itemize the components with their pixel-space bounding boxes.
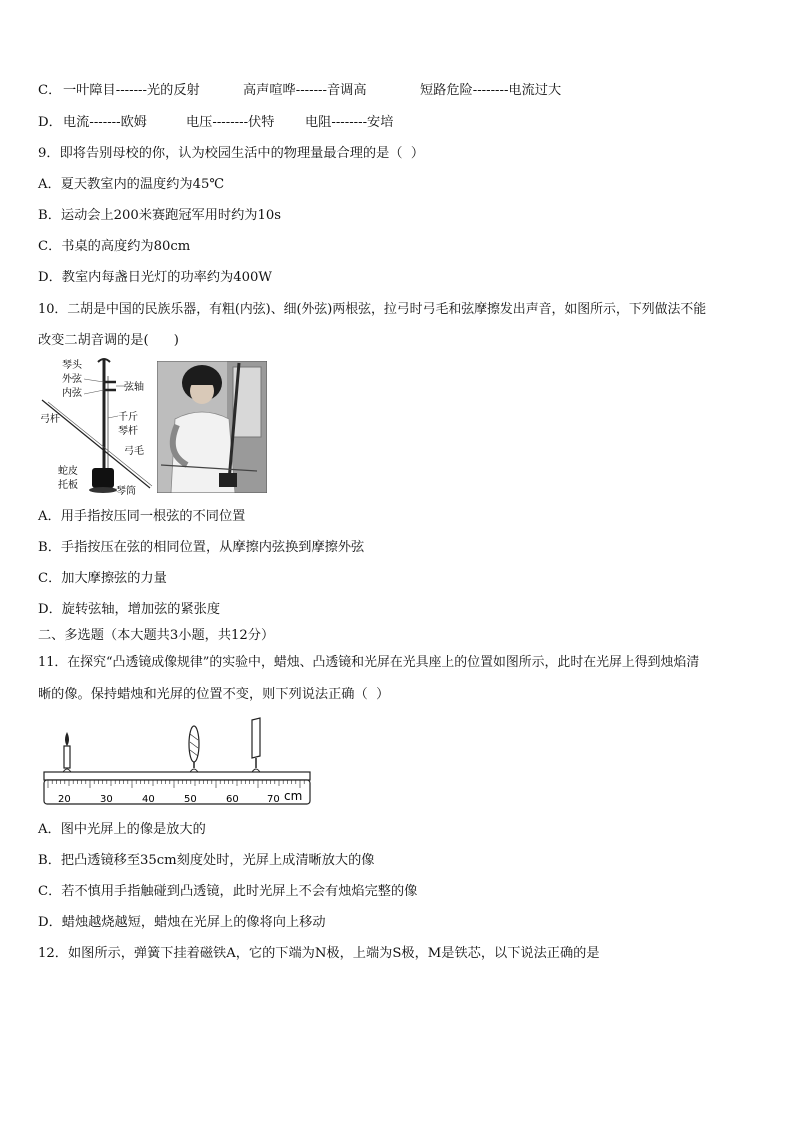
q9-option-a: A．夏天教室内的温度约为45℃ <box>38 177 225 192</box>
label-qintong: 琴筒 <box>116 486 136 496</box>
q10-stem-line-1: 10．二胡是中国的民族乐器，有粗(内弦)、细(外弦)两根弦，拉弓时弓毛和弦摩擦发出声音，如图所示，下列做法不能 <box>38 302 707 317</box>
erhu-diagram <box>38 356 158 496</box>
label-neixian: 内弦 <box>62 388 82 399</box>
ruler-label-20: 20 <box>58 794 71 805</box>
q8-option-d <box>38 114 758 132</box>
q8-option-d-item-3: 电阻--------安培 <box>305 115 394 130</box>
candle <box>64 732 70 768</box>
q8-option-c-item-2: 高声喧哗-------音调高 <box>243 83 367 98</box>
label-gongmao: 弓毛 <box>124 446 144 457</box>
erhu-base <box>89 487 117 493</box>
label-qintou: 琴头 <box>62 360 82 371</box>
light-screen <box>252 718 260 768</box>
q8-option-c-item-1: 一叶障目-------光的反射 <box>63 83 200 98</box>
erhu-resonator <box>92 468 114 488</box>
q11-stem-line-1: 11．在探究“凸透镜成像规律”的实验中，蜡烛、凸透镜和光屏在光具座上的位置如图所示，此时在光屏上得到烛焰清 <box>38 655 700 670</box>
ruler-label-40: 40 <box>142 794 155 805</box>
q11-option-b: B．把凸透镜移至35cm刻度处时，光屏上成清晰放大的像 <box>38 853 375 868</box>
ruler-label-70: 70 <box>267 794 280 805</box>
label-waixian: 外弦 <box>62 374 82 385</box>
q11-stem-line-2: 晰的像。保持蜡烛和光屏的位置不变，则下列说法正确（ ） <box>38 687 390 702</box>
q10-stem-line-2: 改变二胡音调的是( ) <box>38 333 179 348</box>
ruler-unit: cm <box>284 789 303 803</box>
ruler-label-50: 50 <box>184 794 197 805</box>
q8-option-c <box>38 82 758 100</box>
erhu-player-photo <box>157 361 267 493</box>
q10-option-b: B．手指按压在弦的相同位置，从摩擦内弦换到摩擦外弦 <box>38 540 365 555</box>
optical-bench-diagram <box>40 714 315 808</box>
q8-option-c-item-3: 短路危险--------电流过大 <box>420 83 562 98</box>
q8-option-d-item-2: 电压--------伏特 <box>186 115 275 130</box>
candle-flame <box>65 732 69 746</box>
label-qianjin: 千斤 <box>118 412 138 423</box>
q12-stem: 12．如图所示，弹簧下挂着磁铁A，它的下端为N极，上端为S极，M是铁芯，以下说法正确的是 <box>38 946 600 961</box>
q10-option-c: C．加大摩擦弦的力量 <box>38 571 167 586</box>
q9-option-b: B．运动会上200米赛跑冠军用时约为10s <box>38 208 282 223</box>
q10-option-a: A．用手指按压同一根弦的不同位置 <box>38 509 246 524</box>
q8-option-d-item-1: 电流-------欧姆 <box>63 115 147 130</box>
convex-lens <box>189 726 199 768</box>
q11-option-d: D．蜡烛越烧越短，蜡烛在光屏上的像将向上移动 <box>38 915 326 930</box>
label-xianzhou: 弦轴 <box>124 382 144 393</box>
q8-option-c-label: C． <box>38 83 62 98</box>
ruler-label-30: 30 <box>100 794 113 805</box>
ruler-label-60: 60 <box>226 794 239 805</box>
q9-option-c: C．书桌的高度约为80cm <box>38 239 191 254</box>
q9-stem: 9．即将告别母校的你，认为校园生活中的物理量最合理的是（ ） <box>38 146 425 161</box>
q10-option-d: D．旋转弦轴，增加弦的紧张度 <box>38 602 221 617</box>
q11-option-c: C．若不慎用手指触碰到凸透镜，此时光屏上不会有烛焰完整的像 <box>38 884 418 899</box>
q11-option-a: A．图中光屏上的像是放大的 <box>38 822 206 837</box>
section-2-title: 二、多选题（本大题共3小题，共12分） <box>38 628 275 643</box>
q9-option-d: D．教室内每盏日光灯的功率约为400W <box>38 270 272 285</box>
label-qingan: 琴杆 <box>118 426 138 437</box>
q8-option-d-label: D． <box>38 115 62 130</box>
label-shepi: 蛇皮 <box>58 466 78 477</box>
label-gonggan: 弓杆 <box>40 414 60 425</box>
label-tuoban: 托板 <box>58 480 78 491</box>
